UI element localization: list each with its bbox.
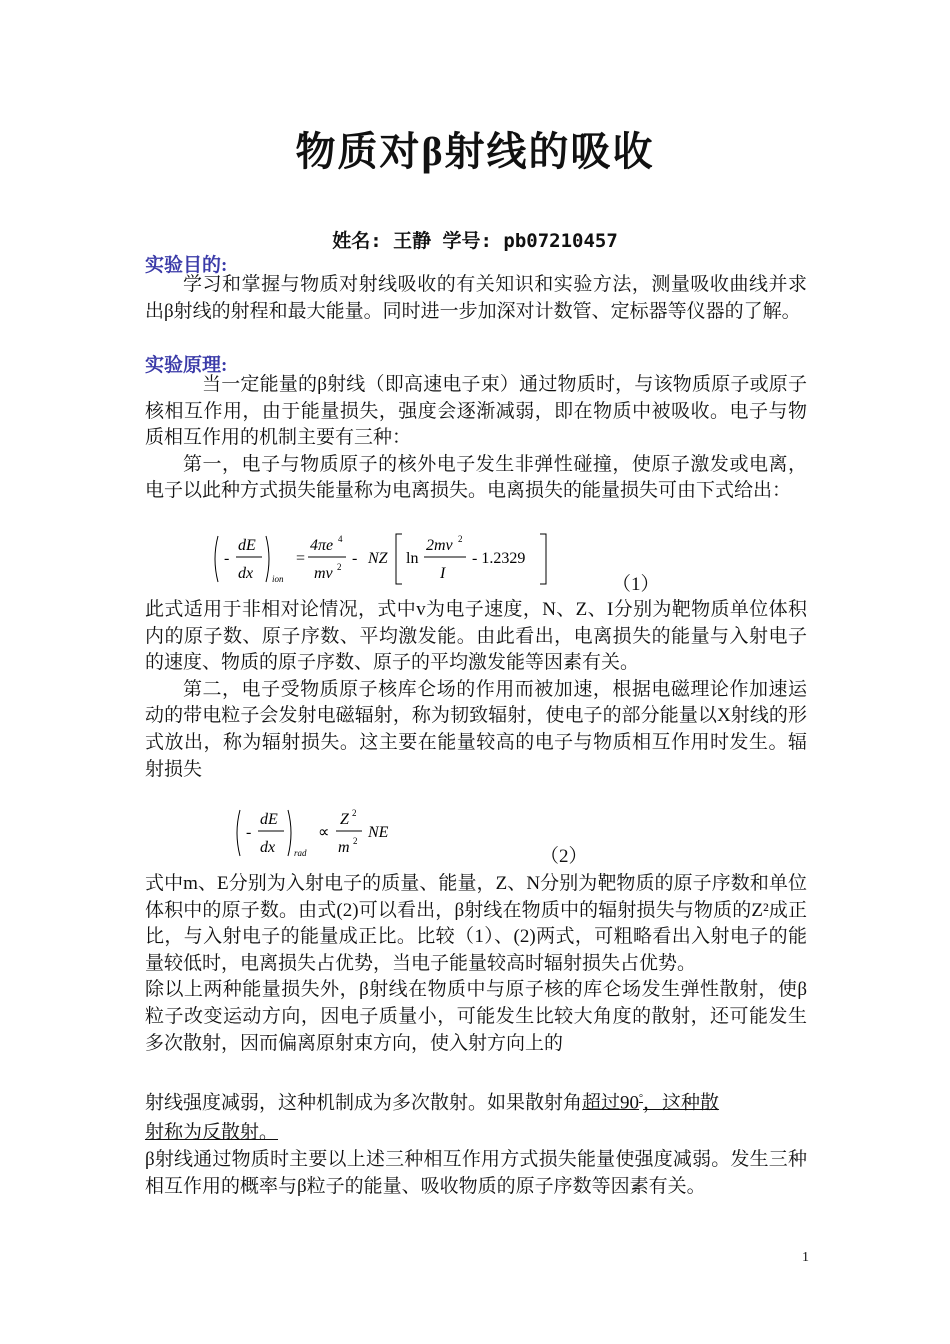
svg-text:m: m (338, 839, 350, 856)
svg-text:-: - (246, 824, 252, 841)
svg-text:2mv: 2mv (426, 537, 453, 554)
svg-text:=: = (296, 550, 306, 567)
heading-purpose: 实验目的: (145, 255, 228, 276)
equation-1 (210, 530, 570, 588)
svg-text:Z: Z (340, 811, 349, 828)
equation-2-graphic (232, 804, 412, 862)
svg-text:dE: dE (260, 811, 278, 828)
svg-text:-: - (352, 550, 358, 567)
svg-text:ion: ion (272, 574, 284, 584)
p6b-plain: 射线强度减弱，这种机制成为多次散射。如果散射角 (145, 1092, 583, 1114)
p6b-underlined-2: ，这种散 (643, 1092, 720, 1114)
principle-block-2 (145, 597, 807, 783)
svg-text:rad: rad (294, 848, 307, 858)
equation-2 (232, 804, 412, 862)
svg-text:- 1.2329: - 1.2329 (472, 550, 526, 567)
svg-text:NZ: NZ (368, 550, 388, 567)
svg-text:4: 4 (338, 534, 343, 544)
svg-text:NE: NE (368, 824, 389, 841)
principle-p1: 当一定能量的β射线（即高速电子束）通过物质时，与该物质原子或原子核相互作用，由于能量损失，强度会逐渐减弱，即在物质中被吸收。电子与物质相互作用的机制主要有三种： (145, 374, 807, 449)
purpose-text: 学习和掌握与物质对射线吸收的有关知识和实验方法，测量吸收曲线并求出β射线的射程和最大能量。同时进一步加深对计数管、定标器等仪器的了解。 (145, 274, 807, 322)
svg-text:2: 2 (458, 534, 463, 544)
svg-text:dx: dx (260, 839, 276, 856)
principle-p2: 第一，电子与物质原子的核外电子发生非弹性碰撞，使原子激发或电离，电子以此种方式损失能量称为电离损失。电离损失的能量损失可由下式给出： (145, 453, 807, 502)
principle-p5: 式中m、E分别为入射电子的质量、能量，Z、N分别为靶物质的原子序数和单位体积中的原子数。由式(2)可以看出，β射线在物质中的辐射损失与物质的Z²成正比，与入射电子的能量成正比。比较（1）、(2)两式，可粗略看出入射电子的能量较低时，电离损失占优势，当电子能量较高时辐射损失占优势。 (145, 873, 807, 974)
principle-block-3 (145, 871, 807, 1057)
purpose-paragraph (145, 272, 807, 325)
svg-text:∝: ∝ (318, 824, 330, 841)
principle-p7: β射线通过物质时主要以上述三种相互作用方式损失能量使强度减弱。发生三种相互作用的概率与β粒子的能量、吸收物质的原子序数等因素有关。 (145, 1148, 807, 1197)
svg-text:-: - (224, 550, 230, 567)
svg-text:4πe: 4πe (310, 537, 334, 554)
svg-text:2: 2 (353, 836, 358, 846)
author-line: 姓名: 王静 学号: pb07210457 (332, 230, 618, 252)
svg-text:mv: mv (314, 565, 333, 582)
p6c-underlined: 射称为反散射。 (145, 1122, 279, 1144)
principle-p6c (145, 1120, 807, 1147)
equation-2-number: （2） (540, 846, 588, 867)
principle-p6b (145, 1082, 807, 1120)
degree-mark: ° (639, 1093, 644, 1104)
page-title: 物质对β射线的吸收 (295, 129, 655, 174)
svg-text:I: I (440, 565, 446, 582)
equation-1-graphic (210, 530, 570, 588)
svg-text:dx: dx (238, 565, 254, 582)
svg-text:2: 2 (337, 562, 342, 572)
svg-text:ln: ln (406, 550, 419, 567)
heading-principle: 实验原理: (145, 355, 228, 376)
svg-text:dE: dE (238, 537, 256, 554)
principle-p4: 第二，电子受物质原子核库仑场的作用而被加速，根据电磁理论作加速运动的带电粒子会发射电磁辐射，称为韧致辐射，使电子的部分能量以X射线的形式放出，称为辐射损失。这主要在能量较高的电子与物质相互作用时发生。辐射损失 (145, 678, 807, 780)
principle-p6a: 除以上两种能量损失外，β射线在物质中与原子核的库仑场发生弹性散射，使β粒子改变运动方向，因电子质量小，可能发生比较大角度的散射，还可能发生多次散射，因而偏离原射束方向，使入射方向上的 (145, 979, 807, 1054)
p6b-underlined-1: 超过90 (582, 1092, 640, 1114)
svg-text:2: 2 (352, 808, 357, 818)
principle-p3: 此式适用于非相对论情况，式中v为电子速度，N、Z、I分别为靶物质单位体积内的原子数、原子序数、平均激发能。由此看出，电离损失的能量与入射电子的速度、物质的原子序数、原子的平均激发能等因素有关。 (145, 599, 807, 674)
principle-block-1 (145, 372, 807, 505)
page-number: 1 (802, 1250, 809, 1265)
principle-block-4 (145, 1082, 807, 1200)
equation-1-number: （1） (612, 574, 660, 595)
